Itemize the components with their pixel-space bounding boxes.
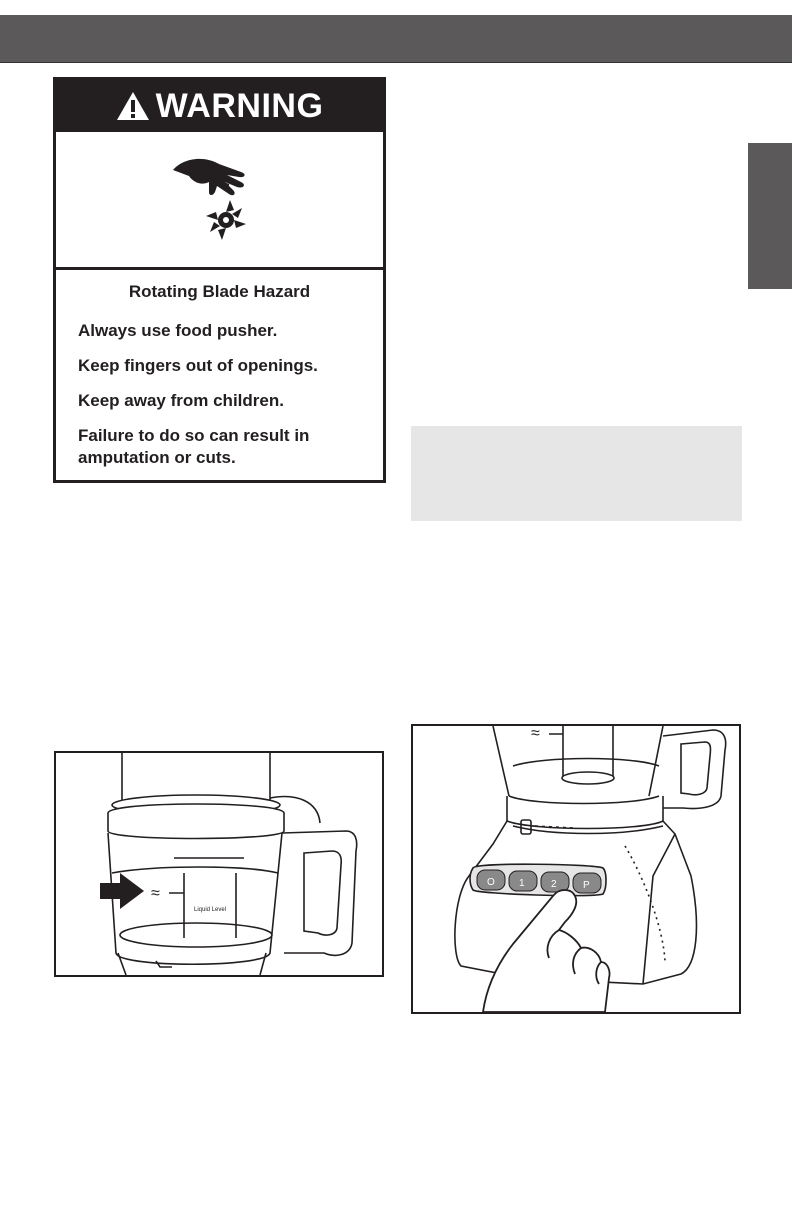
hazard-title: Rotating Blade Hazard — [128, 282, 311, 301]
svg-text:≈: ≈ — [531, 726, 540, 742]
figure-control-panel — [411, 724, 741, 1014]
hand-near-blade-icon — [171, 152, 261, 247]
hazard-line: Failure to do so can result in amputation or cuts. — [78, 426, 310, 467]
svg-text:≈: ≈ — [151, 885, 160, 902]
header-bar — [0, 15, 792, 63]
warning-title: WARNING — [155, 86, 324, 125]
button-off: O — [487, 877, 495, 888]
warning-triangle-icon — [116, 91, 150, 121]
warning-box — [53, 77, 386, 483]
warning-header — [56, 80, 383, 132]
button-1: 1 — [519, 878, 525, 889]
food-processor-base-illustration — [413, 726, 739, 1012]
button-2: 2 — [551, 879, 557, 890]
liquid-level-label: Liquid Level — [194, 907, 227, 913]
section-tab — [748, 143, 792, 289]
button-pulse: P — [583, 880, 590, 891]
warning-text — [56, 270, 383, 469]
figure-liquid-level — [54, 751, 384, 977]
hazard-line: Keep fingers out of openings. — [78, 356, 318, 375]
hazard-line: Keep away from children. — [78, 391, 284, 410]
food-processor-bowl-illustration — [56, 753, 382, 975]
warning-symbol-area — [56, 132, 383, 270]
hazard-line: Always use food pusher. — [78, 321, 278, 340]
note-panel — [411, 426, 742, 521]
